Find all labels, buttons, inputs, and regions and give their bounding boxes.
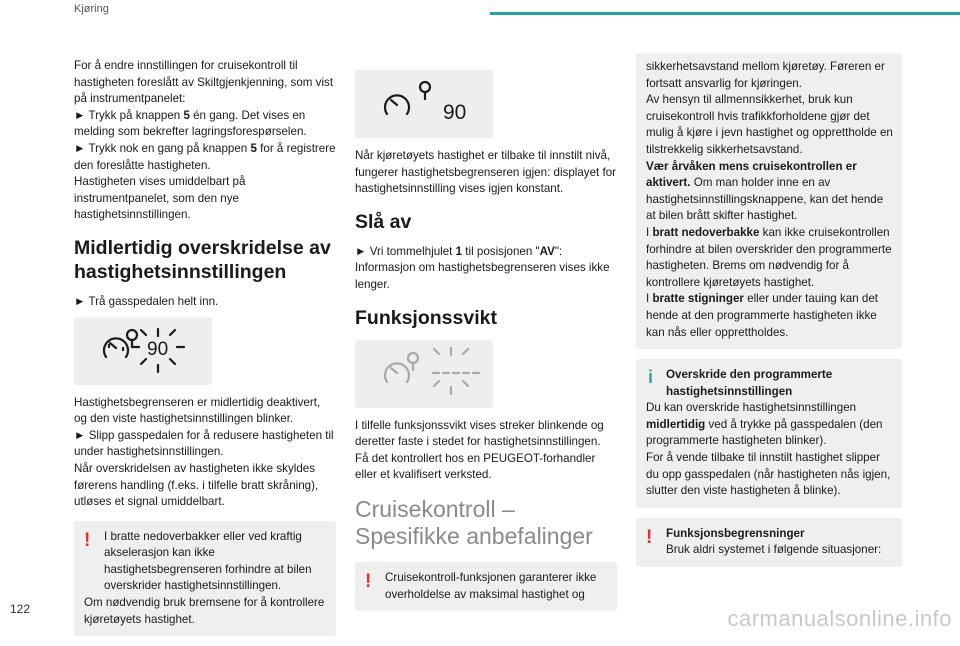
column-3 <box>636 53 902 577</box>
vigilance-text: Vær årvåken mens cruisekontrollen er aktivert. Om man holder inne en av hastighetsinnstillingsknappene, kan det hende at bilen brått skifter hastighet. <box>646 159 884 223</box>
signal-text: Når overskridelsen av hastigheten ikke skyldes førerens handling (f.eks. i tilfelle bratt skråning), utløses et signal umiddelbart. <box>74 461 319 509</box>
limits-text: Bruk aldri systemet i følgende situasjoner: <box>666 543 882 557</box>
speed-limiter-flashing-icon <box>74 317 212 385</box>
heading-temporary-exceed: Midlertidig overskridelse av hastighetsinnstillingen <box>74 236 331 283</box>
info-box-exceed-speed <box>636 359 902 508</box>
result-text: Hastigheten vises umiddelbart på instrumentpanelet, som den nye hastighetsinnstillingen. <box>74 175 246 222</box>
warning-text: Cruisekontroll-funksjonen garanterer ikke overholdelse av maksimal hastighet og <box>385 570 597 601</box>
safety-distance-text: sikkerhetsavstand mellom kjøretøy. Føreren er fortsatt ansvarlig for kjøringen. <box>646 60 885 90</box>
info-text-return: For å vende tilbake til innstilt hastighet slipper du opp gasspedalen (når hastigheten nås igjen, slutter den viste hastigheten å blinke). <box>646 451 891 498</box>
switch-off-text: ► Vri tommelhjulet 1 til posisjonen "AV": Informasjon om hastighetsbegrenseren vises ikke lenger. <box>355 244 610 291</box>
public-safety-text: Av hensyn til allmennsikkerhet, bruk kun cruisekontroll hvis trafikkforholdene gjør det mulig å kjøre i jevn hastighet og opprettholde en tilstrekkelig sikkerhetsavstand. <box>646 93 893 156</box>
downhill-text: I bratt nedoverbakke kan ikke cruisekontrollen forhindre at bilen overskrider den programmerte hastigheten. Brems om nødvendig for å kontrollere kjøretøyets hastighet. <box>646 225 892 289</box>
warning-box-limits <box>636 518 902 567</box>
section-header: Kjøring <box>74 3 109 15</box>
step-release-accelerator: ► Slipp gasspedalen for å redusere hastigheten til under hastighetsinnstillingen. <box>74 428 334 459</box>
limiter-deactivated-text: Hastighetsbegrenseren er midlertidig deaktivert, og den viste hastighetsinnstillingen blinker. <box>74 395 321 426</box>
speed-value-flashing: 90 <box>147 338 169 360</box>
speedometer-steady-illustration <box>355 70 493 138</box>
step-press-again: ► Trykk nok en gang på knappen 5 for å registrere den foreslåtte hastigheten. <box>74 141 336 172</box>
warning-icon: ! <box>646 526 653 548</box>
info-text-exceed: Du kan overskride hastighetsinnstillingen midlertidig ved å trykke på gasspedalen (den programmerte hastigheten blinker). <box>646 401 883 448</box>
speed-value-steady: 90 <box>443 101 467 124</box>
step-press-accelerator: ► Trå gasspedalen helt inn. <box>74 294 219 308</box>
malfunction-illustration <box>355 340 493 408</box>
limiter-restored-text: Når kjøretøyets hastighet er tilbake til innstilt nivå, fungerer hastighetsbegrenseren igjen: displayet for hastighetsinnstilling vises igjen konstant. <box>355 149 617 196</box>
warning-icon: ! <box>84 529 91 551</box>
column-2 <box>355 58 617 621</box>
limits-title: Funksjonsbegrensninger <box>666 526 805 540</box>
watermark: carmanualsonline.info <box>727 606 952 631</box>
warning-text-brakes: Om nødvendig bruk bremsene for å kontrollere kjøretøyets hastighet. <box>84 596 325 626</box>
heading-cruise-control-recommendations: Cruisekontroll – Spesifikke anbefalinger <box>355 495 593 549</box>
column-1 <box>74 58 336 646</box>
warning-icon: ! <box>365 570 372 592</box>
heading-switch-off: Slå av <box>355 210 412 233</box>
warning-box-downhill <box>74 521 336 637</box>
warning-box-cruise <box>355 562 617 611</box>
uphill-text: I bratte stigninger eller under tauing kan det hende at den programmerte hastigheten ikke kan nås eller opprettholdes. <box>646 292 879 339</box>
speedometer-flashing-illustration <box>74 317 212 385</box>
intro-text: For å endre innstillingen for cruisekontroll til hastigheten foreslått av Skiltgjenkjenning, som vist på instrumentpanelet: <box>74 59 334 106</box>
cruise-warning-continued-box <box>636 53 902 349</box>
info-title: Overskride den programmerte hastighetsinnstillingen <box>666 368 833 398</box>
speed-limiter-steady-icon <box>355 70 493 138</box>
header-accent-bar <box>490 12 960 15</box>
speed-limiter-dashes-icon <box>355 340 493 408</box>
info-icon: i <box>648 367 654 388</box>
page-number: 122 <box>10 602 31 616</box>
warning-text: I bratte nedoverbakker eller ved kraftig akselerasjon kan ikke hastighetsbegrenseren forhindre at bilen overskrider hastighetsinnstillingen. <box>104 529 312 593</box>
heading-malfunction: Funksjonssvikt <box>355 306 497 329</box>
malfunction-text: I tilfelle funksjonssvikt vises streker blinkende og deretter faste i stedet for hastighetsinnstillingen. Få det kontrollert hos en PEUGEOT-forhandler eller et kvalifisert verksted. <box>355 418 604 482</box>
step-press-once: ► Trykk på knappen 5 én gang. Det vises en melding som bekrefter lagringsforespørselen. <box>74 108 307 139</box>
